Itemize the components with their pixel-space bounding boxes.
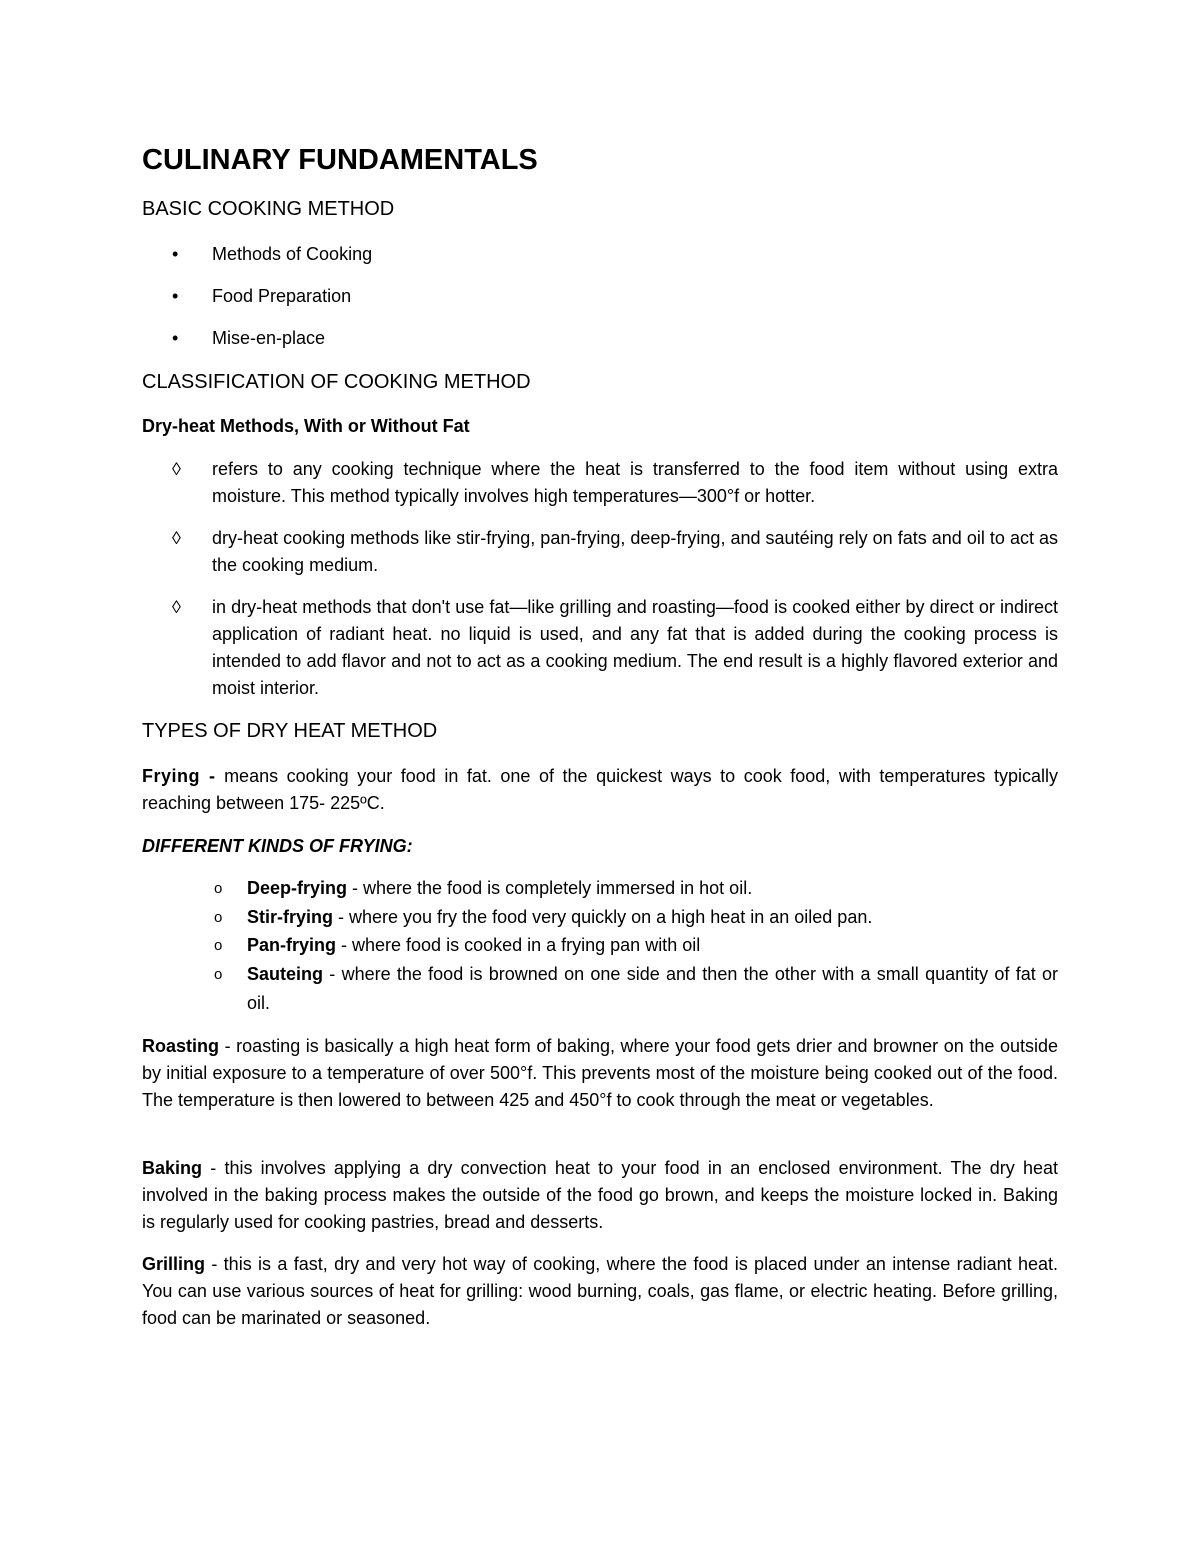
frying-term: Frying -	[142, 766, 216, 786]
diamond-bullet-icon: ◊	[172, 528, 181, 548]
circle-bullet-icon: o	[214, 880, 223, 897]
bullet-icon: •	[172, 244, 179, 264]
list-item	[142, 241, 1058, 268]
roasting-paragraph	[142, 1033, 1058, 1114]
types-heading: TYPES OF DRY HEAT METHOD	[142, 720, 438, 742]
list-item-text: dry-heat cooking methods like stir-frying, pan-frying, deep-frying, and sautéing rely on fats and oil to act as the cooking medium.	[212, 528, 1058, 575]
list-item	[142, 960, 1058, 1018]
baking-paragraph	[142, 1155, 1058, 1236]
list-item-text	[247, 903, 1058, 932]
roasting-text: - roasting is basically a high heat form of baking, where your food gets drier and browner on the outside by initial exposure to a temperature of over 500°f. This prevents most of the moisture being cooked out of the food. The temperature is then lowered to between 425 and 450°f to cook through the meat or vegetables.	[142, 1036, 1058, 1110]
frying-kind-text: - where the food is completely immersed in hot oil.	[347, 878, 753, 898]
list-item	[142, 931, 1058, 960]
dry-heat-heading: Dry-heat Methods, With or Without Fat	[142, 416, 470, 436]
list-item-text: refers to any cooking technique where the heat is transferred to the food item without using extra moisture. This method typically involves high temperatures—300°f or hotter.	[212, 459, 1058, 506]
grilling-term: Grilling	[142, 1254, 205, 1274]
list-item	[142, 525, 1058, 579]
diamond-bullet-icon: ◊	[172, 597, 181, 617]
grilling-text: - this is a fast, dry and very hot way of cooking, where the food is placed under an intense radiant heat. You can use various sources of heat for grilling: wood burning, coals, gas flame, or electric heating. Before grilling, food can be marinated or seasoned.	[142, 1254, 1058, 1328]
list-item	[142, 594, 1058, 702]
list-item-text: Food Preparation	[212, 286, 352, 306]
frying-text: means cooking your food in fat. one of the quickest ways to cook food, with temperatures typically reaching between 175- 225ºC.	[142, 766, 1058, 813]
list-item-text: in dry-heat methods that don't use fat—like grilling and roasting—food is cooked either by direct or indirect application of radiant heat. no liquid is used, and any fat that is added during the cooking process is intended to add flavor and not to act as a cooking medium. The end result is a highly flavored exterior and moist interior.	[212, 597, 1058, 698]
circle-bullet-icon: o	[214, 966, 223, 983]
bullet-icon: •	[172, 328, 179, 348]
list-item	[142, 903, 1058, 932]
list-item	[142, 456, 1058, 510]
circle-bullet-icon: o	[214, 937, 223, 954]
circle-bullet-icon: o	[214, 909, 223, 926]
list-item	[142, 283, 1058, 310]
baking-term: Baking	[142, 1158, 203, 1178]
classification-heading: CLASSIFICATION OF COOKING METHOD	[142, 371, 531, 393]
frying-kind-term: Stir-frying	[247, 907, 334, 927]
list-item	[142, 874, 1058, 903]
frying-kind-text: - where you fry the food very quickly on a high heat in an oiled pan.	[333, 907, 873, 927]
frying-kind-term: Sauteing	[247, 964, 324, 984]
bullet-icon: •	[172, 286, 179, 306]
frying-kind-text: - where food is cooked in a frying pan with oil	[336, 935, 701, 955]
diamond-bullet-icon: ◊	[172, 459, 181, 479]
frying-kind-term: Deep-frying	[247, 878, 348, 898]
roasting-term: Roasting	[142, 1036, 220, 1056]
list-item-text	[247, 931, 1058, 960]
document-title: CULINARY FUNDAMENTALS	[142, 144, 538, 176]
basic-cooking-heading: BASIC COOKING METHOD	[142, 198, 395, 220]
baking-text: - this involves applying a dry convection heat to your food in an enclosed environment. The dry heat involved in the baking process makes the outside of the food go brown, and keeps the moisture locked in. Baking is regularly used for cooking pastries, bread and desserts.	[142, 1158, 1058, 1232]
frying-kind-term: Pan-frying	[247, 935, 337, 955]
list-item-text: Mise-en-place	[212, 328, 326, 348]
frying-paragraph	[142, 763, 1058, 817]
list-item-text	[247, 960, 1058, 1018]
kinds-of-frying-heading: DIFFERENT KINDS OF FRYING:	[142, 836, 413, 856]
list-item-text: Methods of Cooking	[212, 244, 373, 264]
frying-kind-text: - where the food is browned on one side and then the other with a small quantity of fat or oil.	[247, 964, 1058, 1013]
list-item-text	[247, 874, 1058, 903]
grilling-paragraph	[142, 1251, 1058, 1332]
list-item	[142, 325, 1058, 352]
